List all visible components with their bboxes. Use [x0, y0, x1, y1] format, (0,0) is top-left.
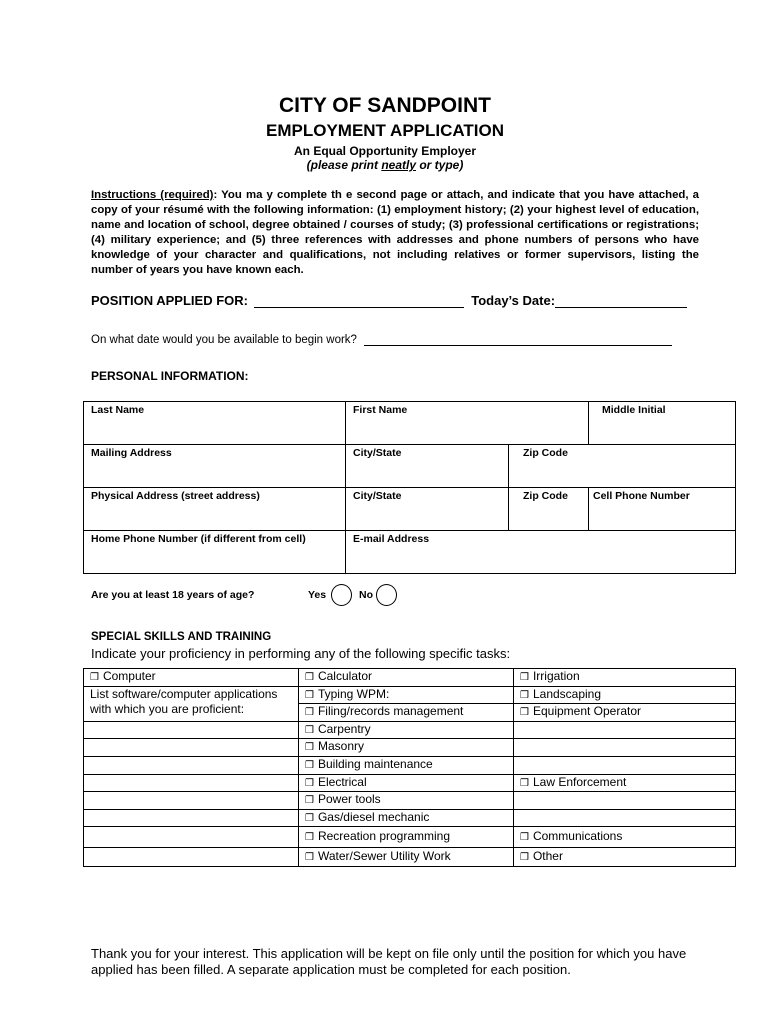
blank-cell — [514, 739, 736, 757]
mailing-address-field[interactable]: Mailing Address — [84, 445, 346, 488]
checkbox-icon: ❒ — [520, 707, 529, 719]
personal-info-heading: PERSONAL INFORMATION: — [91, 369, 249, 383]
blank-cell — [514, 792, 736, 810]
equal-opportunity-text: An Equal Opportunity Employer — [293, 144, 476, 158]
skill-communications[interactable]: ❒ Communications — [514, 827, 736, 848]
age-question: Are you at least 18 years of age? — [91, 589, 255, 601]
last-name-field[interactable]: Last Name — [84, 402, 346, 445]
software-note-field[interactable]: List software/computer applications with which you are proficient: — [84, 686, 299, 721]
checkbox-icon: ❒ — [520, 689, 529, 701]
skill-equipment-operator[interactable]: ❒ Equipment Operator — [514, 704, 736, 722]
software-line[interactable] — [84, 721, 299, 739]
instructions-text: : You ma y complete th e second page or attach, and indicate that you have attached, a copy of your résumé with the following information: (1) employment history; (2) your highest level of education, name and location of school, degree obtained / courses of study; (3) professional certifications or registrations; (4) military experience; and (5) three references with addresses and phone numbers of persons who have knowledge of your character and qualifications, not including relatives or former supervisors, listing the number of years you have known each. — [91, 189, 699, 277]
skills-table — [83, 668, 736, 867]
skills-subheading: Indicate your proficiency in performing any of the following specific tasks: — [91, 646, 511, 661]
availability-label: On what date would you be available to begin work? — [91, 334, 357, 346]
software-line[interactable] — [84, 774, 299, 792]
skill-law-enforcement[interactable]: ❒ Law Enforcement — [514, 774, 736, 792]
thank-you-note: Thank you for your interest. This application will be kept on file only until the position for which you have applied has been filled. A separate application must be completed for each position. — [91, 946, 687, 977]
checkbox-icon: ❒ — [305, 832, 314, 844]
instructions-paragraph — [91, 188, 699, 279]
checkbox-icon: ❒ — [305, 689, 314, 701]
skill-gas-diesel[interactable]: ❒ Gas/diesel mechanic — [299, 809, 514, 827]
checkbox-icon: ❒ — [520, 777, 529, 789]
skills-heading: SPECIAL SKILLS AND TRAINING — [91, 631, 272, 643]
software-line[interactable] — [84, 827, 299, 848]
skill-filing[interactable]: ❒ Filing/records management — [299, 704, 514, 722]
checkbox-icon: ❒ — [520, 672, 529, 683]
checkbox-icon: ❒ — [305, 812, 314, 824]
skill-carpentry[interactable]: ❒ Carpentry — [299, 721, 514, 739]
age-yes-radio[interactable] — [331, 584, 352, 606]
position-input-line[interactable] — [254, 293, 464, 308]
blank-cell — [514, 756, 736, 774]
instructions-label: Instructions (required) — [91, 189, 214, 201]
age-no-radio[interactable] — [376, 584, 397, 606]
blank-cell — [514, 721, 736, 739]
checkbox-icon: ❒ — [520, 852, 529, 864]
city-state-field-1[interactable]: City/State — [346, 445, 509, 488]
skill-power-tools[interactable]: ❒ Power tools — [299, 792, 514, 810]
software-line[interactable] — [84, 739, 299, 757]
city-title: CITY OF SANDPOINT — [279, 94, 491, 117]
middle-initial-field[interactable]: Middle Initial — [589, 402, 736, 445]
checkbox-icon: ❒ — [305, 759, 314, 771]
checkbox-icon: ❒ — [305, 852, 314, 864]
checkbox-icon: ❒ — [305, 707, 314, 719]
skill-masonry[interactable]: ❒ Masonry — [299, 739, 514, 757]
skill-calculator[interactable]: ❒ Calculator — [299, 669, 514, 687]
availability-input-line[interactable] — [364, 331, 672, 346]
skill-building-maintenance[interactable]: ❒ Building maintenance — [299, 756, 514, 774]
age-no-label: No — [359, 589, 373, 601]
checkbox-icon: ❒ — [305, 777, 314, 789]
checkbox-icon: ❒ — [305, 672, 314, 683]
city-state-field-2[interactable]: City/State — [346, 488, 509, 531]
physical-address-field[interactable]: Physical Address (street address) — [84, 488, 346, 531]
skill-other[interactable]: ❒ Other — [514, 848, 736, 867]
zip-code-field-1[interactable]: Zip Code — [509, 445, 736, 488]
personal-info-table — [83, 401, 736, 574]
print-instruction: (please print neatly or type) — [306, 158, 464, 172]
checkbox-icon: ❒ — [90, 672, 99, 683]
blank-cell — [514, 809, 736, 827]
todays-date-input-line[interactable] — [555, 293, 687, 308]
skill-electrical[interactable]: ❒ Electrical — [299, 774, 514, 792]
availability-row — [91, 331, 672, 346]
cell-phone-field[interactable]: Cell Phone Number — [589, 488, 736, 531]
first-name-field[interactable]: First Name — [346, 402, 589, 445]
checkbox-icon: ❒ — [520, 832, 529, 844]
home-phone-field[interactable]: Home Phone Number (if different from cell) — [84, 531, 346, 574]
position-label: POSITION APPLIED FOR: — [91, 293, 248, 308]
position-row — [91, 293, 687, 308]
software-line[interactable] — [84, 756, 299, 774]
checkbox-icon: ❒ — [305, 724, 314, 736]
checkbox-icon: ❒ — [305, 742, 314, 754]
software-line[interactable] — [84, 792, 299, 810]
software-line[interactable] — [84, 809, 299, 827]
age-yes-label: Yes — [308, 589, 327, 601]
skill-typing[interactable]: ❒ Typing WPM: — [299, 686, 514, 704]
skill-landscaping[interactable]: ❒ Landscaping — [514, 686, 736, 704]
skill-irrigation[interactable]: ❒ Irrigation — [514, 669, 736, 687]
software-line[interactable] — [84, 848, 299, 867]
skill-water-sewer[interactable]: ❒ Water/Sewer Utility Work — [299, 848, 514, 867]
email-field[interactable]: E-mail Address — [346, 531, 736, 574]
skill-recreation[interactable]: ❒ Recreation programming — [299, 827, 514, 848]
zip-code-field-2[interactable]: Zip Code — [509, 488, 589, 531]
todays-date-label: Today’s Date: — [471, 293, 556, 308]
skill-computer[interactable]: ❒ Computer — [84, 669, 299, 687]
form-title: EMPLOYMENT APPLICATION — [266, 121, 504, 140]
checkbox-icon: ❒ — [305, 795, 314, 807]
